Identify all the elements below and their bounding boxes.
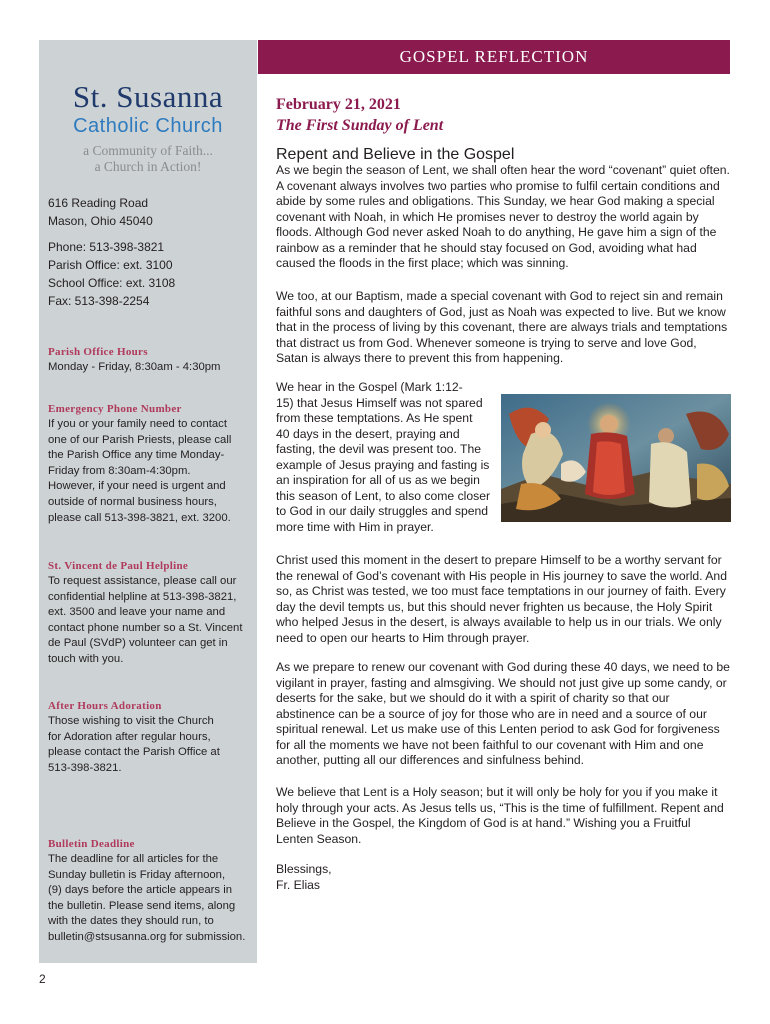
svdp-line: de Paul (SVdP) volunteer can get in (48, 637, 228, 650)
emergency-line: If you or your family need to contact (48, 418, 227, 430)
paragraph-3-line: to God in our daily struggles and spend (276, 504, 489, 518)
page-number: 2 (39, 972, 46, 986)
paragraph-3-line: 40 days in the desert, praying and (276, 426, 460, 441)
adoration-line: for Adoration after regular hours, (48, 730, 211, 743)
svdp-line: To request assistance, please call our (48, 575, 237, 587)
bulletin-line: Sunday bulletin is Friday afternoon, (48, 868, 226, 881)
phone-number: Phone: 513-398-3821 (48, 240, 165, 254)
emergency-line: However, if your need is urgent and (48, 480, 226, 493)
paragraph-3-line: 15) that Jesus Himself was not spared (276, 395, 483, 410)
bulletin-block (48, 836, 253, 946)
sidebar (39, 40, 257, 963)
gospel-reflection-banner: GOSPEL REFLECTION (258, 40, 730, 74)
paragraph-3 (276, 380, 498, 535)
article-date: February 21, 2021 (276, 96, 401, 113)
bulletin-line: The deadline for all articles for the (48, 853, 219, 865)
author-signature: Fr. Elias (276, 877, 321, 892)
bulletin-line: (9) days before the article appears in (48, 884, 232, 897)
svdp-block (48, 558, 253, 668)
paragraph-4: Christ used this moment in the desert to prepare Himself to be a worthy servant for the renewal of God’s covenant with His people in His journey to save the world. And so, as Christ was tested, we too must face temptations in our journey of faith. Every day the devil tempts us, but this should never frighten us because, the Holy Spirit who helped Jesus in the desert, is always available to help us in our trials. We only need to open our hearts to Him through prayer. (276, 553, 727, 645)
paragraph-3-line: more time with Him in prayer. (276, 519, 434, 534)
bulletin-line: with the dates they should run, to (48, 915, 214, 928)
logo-name-line1: St. Susanna (72, 79, 224, 114)
svdp-line: ext. 3500 and leave your name and (48, 606, 226, 619)
emergency-line: Friday from 8:30am-4:30pm. (48, 464, 191, 477)
adoration-line: Those wishing to visit the Church (48, 715, 214, 727)
emergency-line: the Parish Office any time Monday- (48, 449, 225, 462)
address-block (48, 194, 253, 230)
adoration-block (48, 698, 253, 776)
adoration-line: please contact the Parish Office at (48, 746, 220, 759)
paragraph-1: As we begin the season of Lent, we shall often hear the word “covenant” quiet often. A covenant always involves two parties who promise to fulfil certain conditions and abide by some rules and obligations. This Sunday, we hear God making a special covenant with Noah, in which He promises never to destroy the world again by floods. Although God never asked Noah to do anything, He gave him a sign of the rainbow as a reminder that he should stay focused on God, avoiding what had caused the floods in the first place; which was sinning. (276, 163, 730, 270)
closing-salutation: Blessings, (276, 862, 332, 876)
logo-name-line2: Catholic Church (73, 115, 223, 137)
address-line2: Mason, Ohio 45040 (48, 214, 153, 228)
adoration-line: 513-398-3821. (48, 761, 122, 774)
adoration-heading: After Hours Adoration (48, 700, 162, 712)
office-hours-heading: Parish Office Hours (48, 346, 148, 358)
svdp-line: confidential helpline at 513-398-3821, (48, 590, 237, 603)
closing-block (276, 862, 731, 893)
paragraph-3-line: example of Jesus praying and fasting is (276, 457, 490, 472)
article-header (276, 94, 731, 136)
office-hours-block (48, 344, 253, 376)
emergency-heading: Emergency Phone Number (48, 403, 182, 415)
paragraph-2: We too, at our Baptism, made a special covenant with God to reject sin and remain faithful sons and daughters of God, just as Noah was expected to live. But we know that in the process of living by this covenant, there are always trials and temptations that distract us from God. Whenever someone is trying to serve and love God, Satan is always there to prevent this from happening. (276, 289, 728, 365)
emergency-line: outside of normal business hours, (48, 495, 217, 508)
svdp-heading: St. Vincent de Paul Helpline (48, 560, 189, 572)
paragraph-5: As we prepare to renew our covenant with God during these 40 days, we need to be vigilant in prayer, fasting and almsgiving. We should not just give up some candy, or deserts for the sake, but we should do it with a spirit of charity so that our abstinence can be a source of joy for those who are in need and a source of our spiritual renewal. Let us make use of this Lenten period to ask God for forgiveness for all the moments we have not been faithful to our covenant with Him and one another, putting all our differences and sinfulness behind. (276, 660, 730, 767)
church-logo (39, 80, 257, 175)
paragraph-6: We believe that Lent is a Holy season; but it will only be holy for you if you make it holy through your acts. As Jesus tells us, “This is the time of fulfillment. Repent and Believe in the Gospel, the Kingdom of God is at hand.” Wishing you a Fruitful Lenten Season. (276, 785, 724, 846)
emergency-line: one of our Parish Priests, please call (48, 433, 232, 446)
article-subtitle: The First Sunday of Lent (276, 117, 444, 134)
school-office-ext: School Office: ext. 3108 (48, 276, 176, 290)
parish-office-ext: Parish Office: ext. 3100 (48, 258, 173, 272)
bulletin-line: bulletin@stsusanna.org for submission. (48, 930, 246, 943)
fax-number: Fax: 513-398-2254 (48, 294, 150, 308)
paragraph-3-line: this season of Lent, to also come closer (276, 488, 491, 503)
emergency-line: please call 513-398-3821, ext. 3200. (48, 511, 231, 524)
paragraph-3-line: We hear in the Gospel (Mark 1:12- (276, 380, 463, 394)
paragraph-3-line: fasting, the devil was present too. The (276, 442, 482, 456)
paragraph-3-line: from these temptations. As He spent (276, 411, 473, 425)
bulletin-heading: Bulletin Deadline (48, 838, 135, 850)
office-hours-text: Monday - Friday, 8:30am - 4:30pm (48, 361, 221, 373)
contact-block (48, 238, 253, 310)
paragraph-3-line: an inspiration for all of us as we begin (276, 473, 480, 487)
svdp-line: touch with you. (48, 652, 124, 665)
address-line1: 616 Reading Road (48, 196, 149, 210)
section-title: Repent and Believe in the Gospel (276, 146, 515, 163)
emergency-block (48, 401, 253, 526)
bulletin-line: the bulletin. Please send items, along (48, 899, 236, 912)
logo-tagline-line1: a Community of Faith... (83, 143, 213, 158)
svdp-line: contact phone number so a St. Vincent (48, 621, 243, 634)
logo-tagline-line2: a Church in Action! (94, 159, 202, 174)
jesus-temptation-painting (501, 394, 731, 522)
